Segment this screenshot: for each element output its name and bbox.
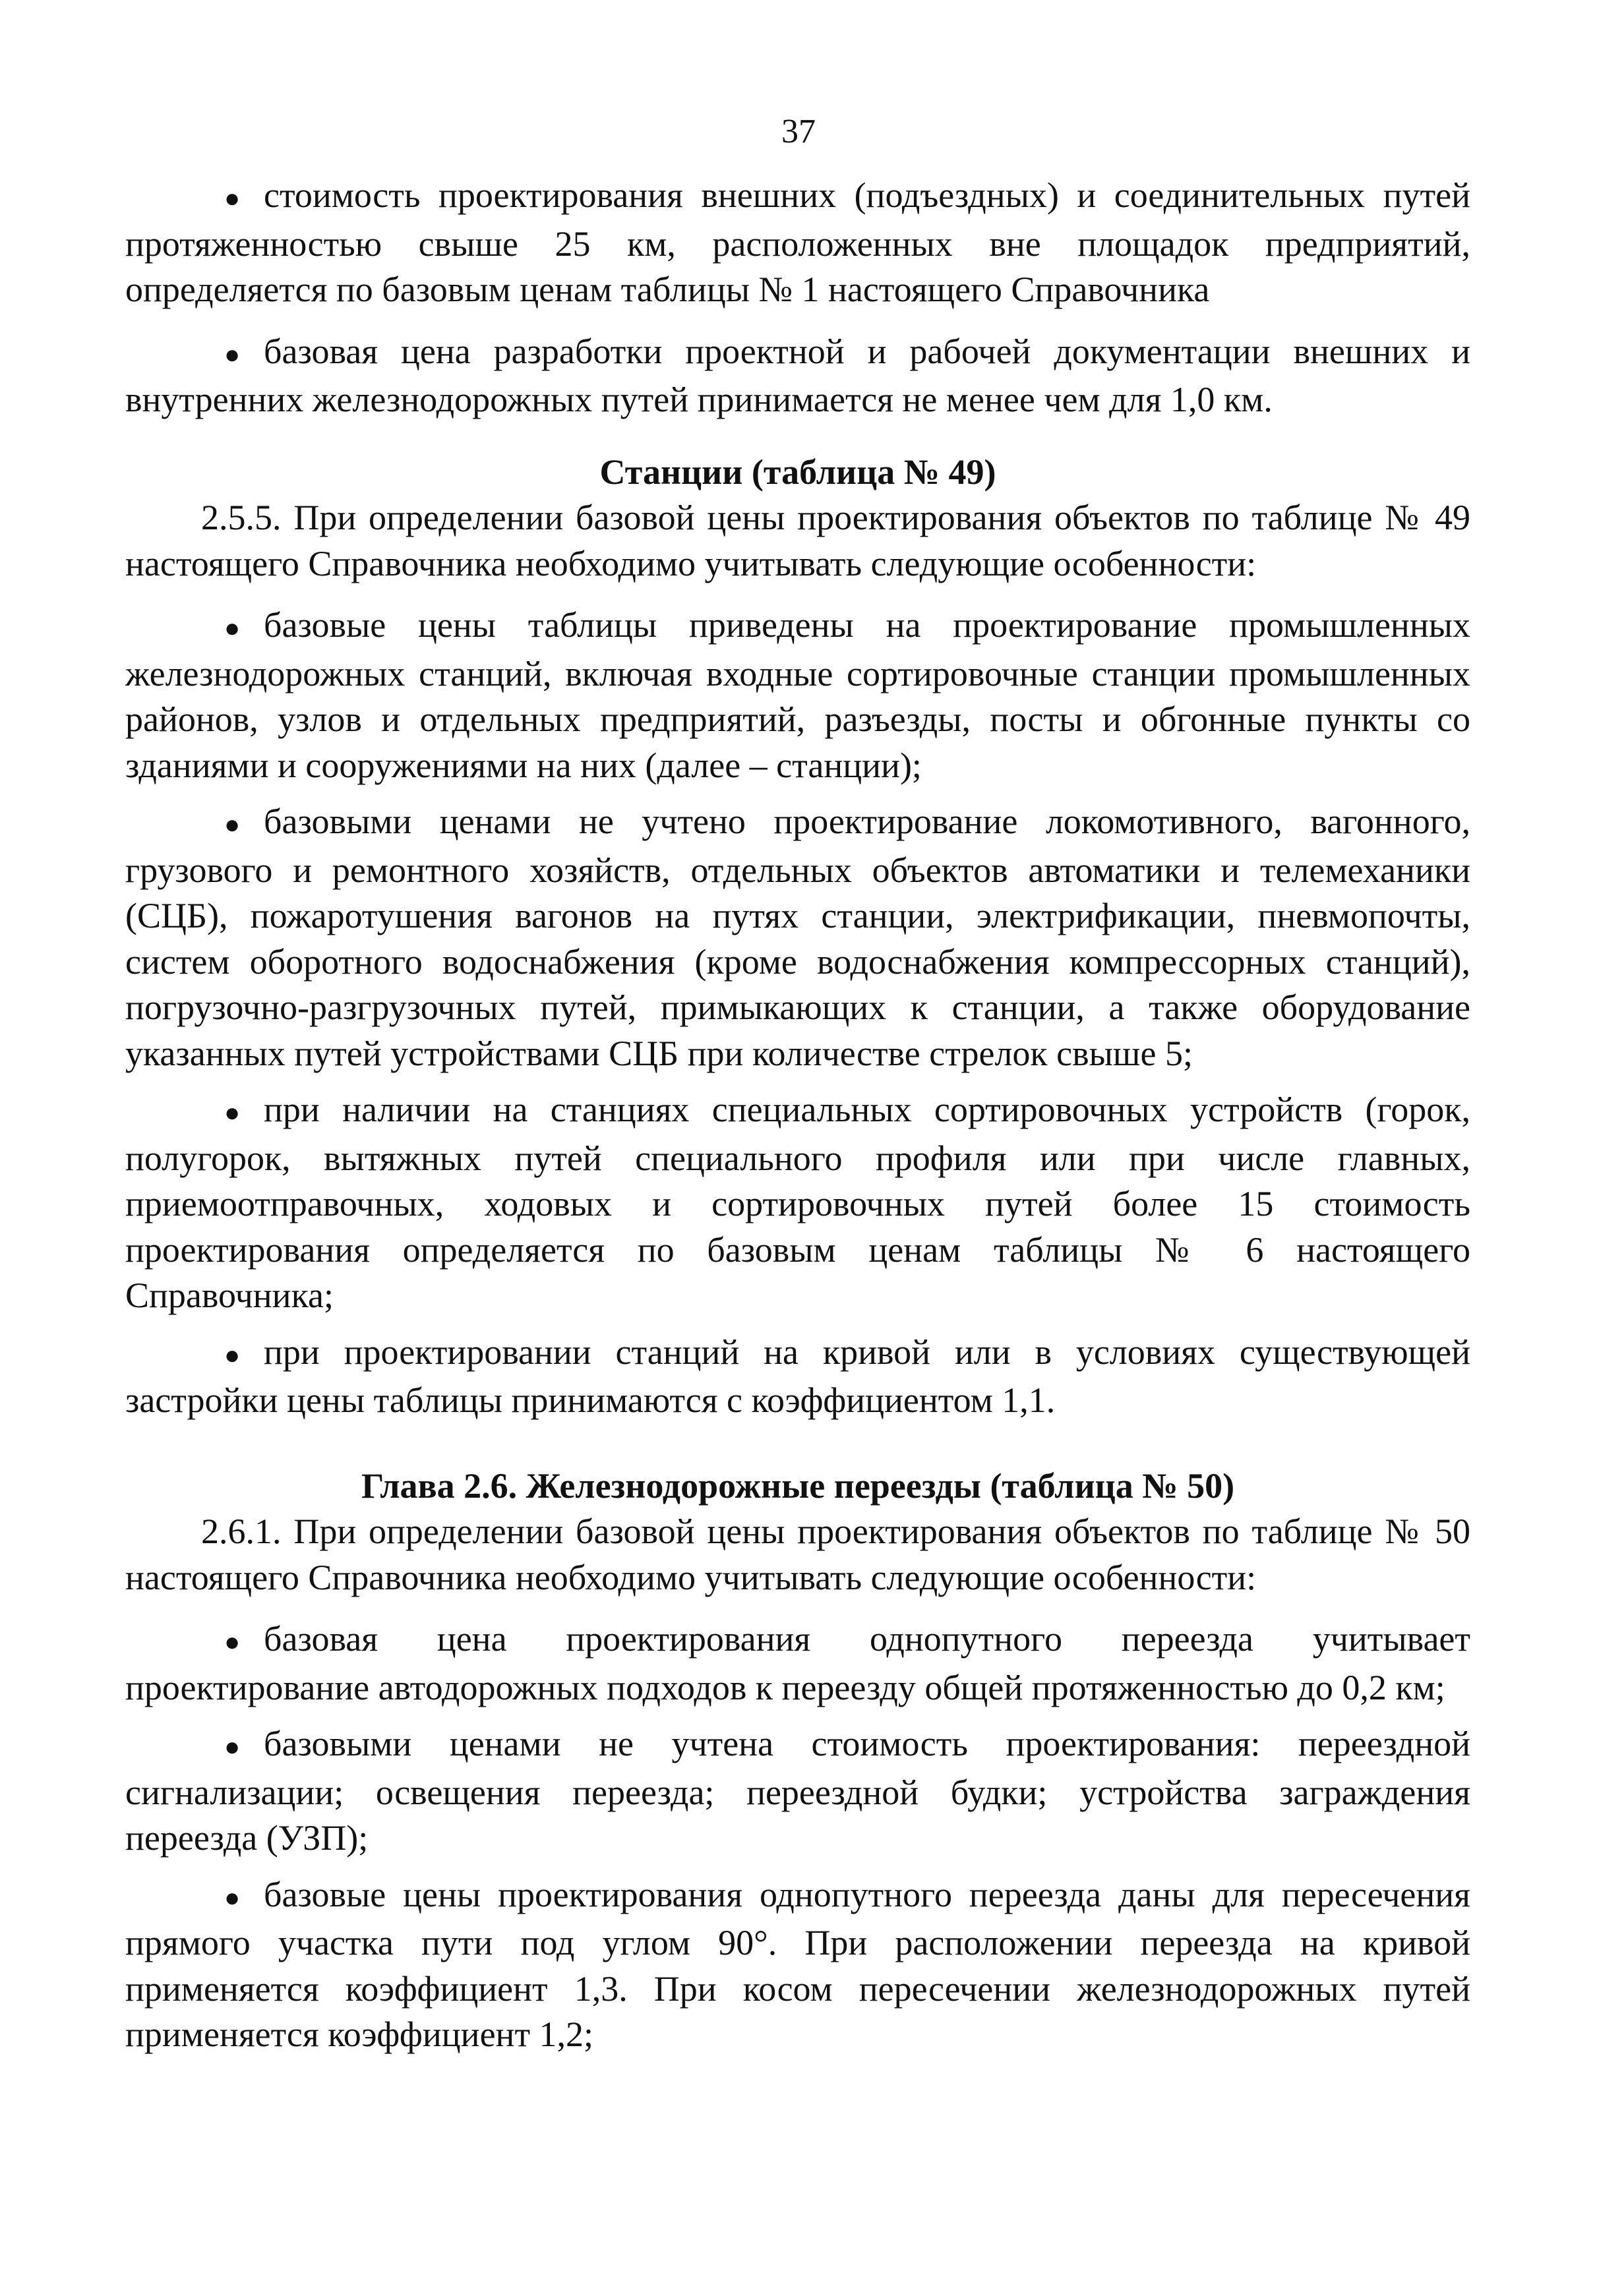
bullet-icon: ● bbox=[224, 1882, 241, 1912]
section-heading-stations: Станции (таблица № 49) bbox=[599, 452, 996, 492]
paragraph-2-6-1: 2.6.1. При определении базовой цены проектирования объектов по таблице № 50 настоящего Справочника необходимо учитывать следующие особенности: bbox=[125, 1512, 1470, 1597]
bullet-icon: ● bbox=[224, 1098, 241, 1127]
document-body bbox=[125, 173, 1470, 2058]
chapter-heading-2-6: Глава 2.6. Железнодорожные переезды (таблица № 50) bbox=[361, 1465, 1235, 1506]
paragraph-text: базовые цены проектирования однопутного переезда даны для пересечения прямого участка пути под углом 90°. При расположении переезда на кривой применяется коэффициент 1,3. При косом пересечении железнодорожных путей применяется коэффициент 1,2; bbox=[125, 1874, 1470, 2054]
bullet-icon: ● bbox=[224, 1339, 241, 1370]
bullet-icon: ● bbox=[224, 339, 241, 369]
paragraph-bullet-9 bbox=[125, 1872, 1470, 2058]
paragraph-bullet-7 bbox=[125, 1616, 1470, 1711]
paragraph-text: базовая цена разработки проектной и рабочей документации внешних и внутренних железнодорожных путей принимается не менее чем для 1,0 км. bbox=[125, 331, 1470, 419]
paragraph-bullet-1 bbox=[125, 173, 1470, 313]
paragraph-text: при наличии на станциях специальных сортировочных устройств (горок, полугорок, вытяжных путей специального профиля или при числе главных, приемоотправочных, ходовых и сортировочных путей более 15 стоимость проектирования определяется по базовым ценам таблицы № 6 настоящего Справочника; bbox=[125, 1090, 1470, 1315]
page-number: 37 bbox=[781, 113, 816, 150]
paragraph-text: при проектировании станций на кривой или в условиях существующей застройки цены таблицы принимаются с коэффициентом 1,1. bbox=[125, 1332, 1470, 1420]
bullet-icon: ● bbox=[224, 809, 241, 839]
paragraph-bullet-2 bbox=[125, 329, 1470, 423]
bullet-icon: ● bbox=[224, 1732, 241, 1761]
paragraph-2-5-5: 2.5.5. При определении базовой цены проектирования объектов по таблице № 49 настоящего Справочника необходимо учитывать следующие особенности: bbox=[125, 498, 1470, 583]
paragraph-text: базовые цены таблицы приведены на проектирование промышленных железнодорожных станций, включая входные сортировочные станции промышленных районов, узлов и отдельных предприятий, разъезды, посты и обгонные пункты со зданиями и сооружениями на них (далее – станции); bbox=[125, 605, 1470, 785]
paragraph-text: базовыми ценами не учтено проектирование локомотивного, вагонного, грузового и ремонтного хозяйств, отдельных объектов автоматики и телемеханики (СЦБ), пожаротушения вагонов на путях станции, электрификации, пневмопочты, систем оборотного водоснабжения (кроме водоснабжения компрессорных станций), погрузочно-разгрузочных путей, примыкающих к станции, а также оборудование указанных путей устройствами СЦБ при количестве стрелок свыше 5; bbox=[125, 802, 1470, 1073]
bullet-icon: ● bbox=[224, 1627, 241, 1657]
paragraph-bullet-5 bbox=[125, 1087, 1470, 1319]
paragraph-bullet-6 bbox=[125, 1330, 1470, 1424]
paragraph-bullet-4 bbox=[125, 799, 1470, 1076]
paragraph-bullet-3 bbox=[125, 603, 1470, 788]
bullet-icon: ● bbox=[224, 613, 241, 643]
paragraph-text: базовыми ценами не учтена стоимость проектирования: переездной сигнализации; освещения переезда; переездной будки; устройства заграждения переезда (УЗП); bbox=[125, 1724, 1470, 1858]
paragraph-text: стоимость проектирования внешних (подъездных) и соединительных путей протяженностью свыше 25 км, расположенных вне площадок предприятий, определяется по базовым ценам таблицы № 1 настоящего Справочника bbox=[125, 175, 1470, 309]
paragraph-text: базовая цена проектирования однопутного переезда учитывает проектирование автодорожных подходов к переезду общей протяженностью до 0,2 км; bbox=[125, 1619, 1470, 1707]
paragraph-bullet-8 bbox=[125, 1721, 1470, 1862]
bullet-icon: ● bbox=[224, 183, 241, 213]
